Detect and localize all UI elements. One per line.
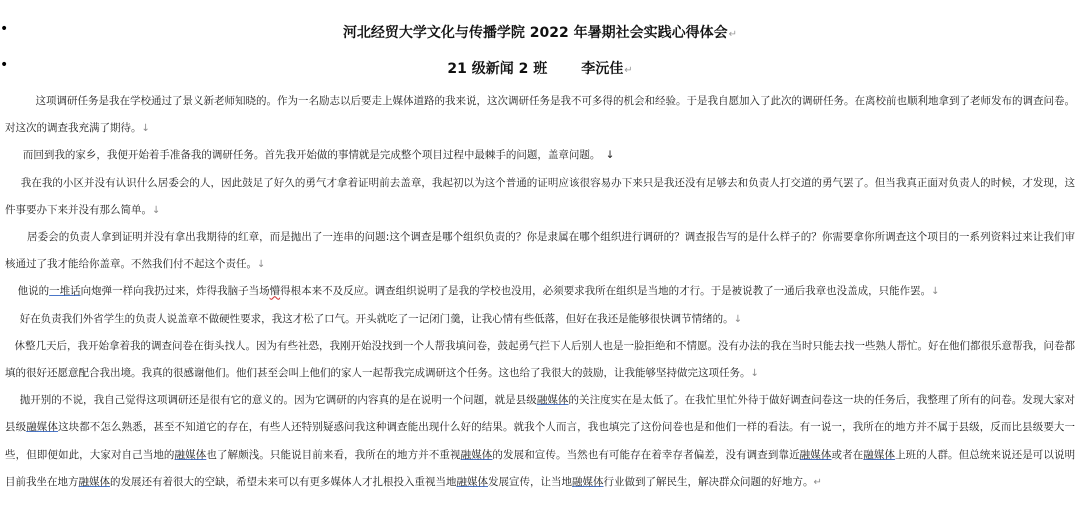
return-mark: ↵ bbox=[624, 65, 633, 76]
paragraph-text: 这块都不怎么熟悉，甚至不知道它的存在，有些人还特别疑惑问我这种调查能出现什么好的结果。就我个人而言，我也填完了这份问卷也是和他们一样的看法。有一说一，我所在的地方并不属于县级，反而比县级要大一些，但即便如此，大家对自己当地的 bbox=[5, 421, 1076, 461]
paragraph-text: 行业做到了解民生，解决群众问题的好地方。 bbox=[603, 475, 814, 488]
paragraph-text: 也了解颇浅。只能说目前来看，我所在的地方并不重视 bbox=[206, 448, 461, 461]
body-paragraph bbox=[5, 224, 1075, 278]
body-paragraph bbox=[5, 142, 1075, 169]
body-paragraph bbox=[5, 278, 1075, 305]
paragraph-text: 发展宣传，让当地 bbox=[488, 475, 572, 488]
document-title bbox=[0, 22, 1080, 42]
paragraph-text: 抛开别的不说，我自己觉得这项调研还是很有它的意义的。因为它调研的内容真的是在说明一个问题，就是县级 bbox=[19, 394, 537, 407]
document-body bbox=[5, 88, 1075, 496]
spellcheck-underlined-term: 一堆话 bbox=[49, 285, 81, 298]
paragraph-mark: ↓ bbox=[141, 123, 150, 135]
spellcheck-underlined-term: 融媒体 bbox=[572, 475, 604, 488]
body-paragraph bbox=[5, 333, 1075, 387]
paragraph-text: 这项调研任务是我在学校通过了景义新老师知晓的。作为一名励志以后要走上媒体道路的我来说，这次调研任务是我不可多得的机会和经验。于是我自愿加入了此次的调研任务。在离校前也顺利地拿到了老师发布的调查问卷。对这次的调查我充满了期待。 bbox=[5, 95, 1075, 135]
spellcheck-underlined-term: 融媒体 bbox=[78, 475, 110, 488]
paragraph-text: 向炮弹一样向我扔过来，炸得我脑子当场 bbox=[80, 285, 270, 298]
paragraph-mark-bullet: • bbox=[0, 21, 9, 37]
paragraph-mark: ↓ bbox=[733, 313, 743, 325]
paragraph-text: 的关注度实在是太低了。在我忙里忙外待于做好调查问卷这一块的任务后，我整理了所有的问卷。发现大家对县级 bbox=[5, 394, 1076, 434]
spellcheck-underlined-term: 融媒体 bbox=[460, 448, 493, 461]
paragraph-mark: ↓ bbox=[152, 204, 161, 216]
paragraph-text: 休整几天后，我开始拿着我的调查问卷在街头找人。因为有些社恐，我刚开始没找到一个人帮我填问卷，鼓起勇气拦下人后别人也是一脸拒绝和不情愿。没有办法的我在当时只能去找一些熟人帮忙。好在他们都很乐意帮我，问卷都填的很好还愿意配合我出境。我真的很感谢他们。他们甚至会叫上他们的家人一起帮我完成调研这个任务。这也给了我很大的鼓励，让我能够坚持做完这项任务。 bbox=[5, 339, 1075, 380]
body-paragraph bbox=[5, 387, 1075, 496]
paragraph-mark: ↓ bbox=[750, 368, 759, 380]
class-name: 21 级新闻 2 班 bbox=[447, 61, 548, 77]
paragraph-text: 好在负责我们外省学生的负责人说盖章不做硬性要求，我这才松了口气。开头就吃了一记闭门羹，让我心情有些低落，但好在我还是能够很快调节情绪的。 bbox=[19, 312, 734, 325]
spellcheck-underlined-term: 融媒体 bbox=[456, 475, 488, 488]
spellcheck-underlined-term: 融媒体 bbox=[799, 448, 832, 461]
author-name: 李沅佳 bbox=[581, 61, 624, 77]
paragraph-mark: ↵ bbox=[813, 476, 822, 488]
paragraph-text: 得根本来不及反应。调查组织说明了是我的学校也没用，必须要求我所在组织是当地的才行。于是被说教了一通后我章也没盖成，只能作罢。 bbox=[280, 285, 932, 298]
spellcheck-underlined-term: 融媒体 bbox=[174, 448, 207, 461]
paragraph-text: 他说的 bbox=[17, 285, 50, 298]
return-mark: ↵ bbox=[728, 29, 738, 40]
spellcheck-underlined-term: 融媒体 bbox=[26, 421, 58, 434]
body-paragraph bbox=[5, 88, 1075, 142]
paragraph-text: 我在我的小区并没有认识什么居委会的人，因此鼓足了好久的勇气才拿着证明前去盖章，我起初以为这个普通的证明应该很容易办下来只是我还没有足够去和负责人打交道的勇气罢了。但当我真正面对负责人的时候，才发现，这件事要办下来并没有那么简单。 bbox=[5, 176, 1075, 216]
paragraph-mark: ↓ bbox=[931, 286, 940, 298]
body-paragraph bbox=[5, 170, 1075, 224]
paragraph-text: 居委会的负责人拿到证明并没有拿出我期待的红章，而是抛出了一连串的问题:这个调查是哪个组织负责的？你是隶属在哪个组织进行调研的？调查报告写的是什么样子的？你需要拿你所调查这个项目的一系列资料过来让我们审核通过了我才能给你盖章。不然我们付不起这个责任。 bbox=[5, 231, 1075, 271]
paragraph-text: 或者在 bbox=[831, 448, 864, 461]
paragraph-text: 上班的人群。但总统来说还是可以说明目前我坐在地方 bbox=[5, 448, 1076, 488]
paragraph-text: 的发展和宣传。当然也有可能存在着幸存者偏差，没有调查到靠近 bbox=[492, 448, 800, 461]
paragraph-text: 而回到我的家乡，我便开始着手准备我的调研任务。首先我开始做的事情就是完成整个项目过程中最棘手的问题，盖章问题。 ↓ bbox=[22, 149, 615, 162]
document-title-text: 河北经贸大学文化与传播学院 2022 年暑期社会实践心得体会 bbox=[342, 25, 728, 41]
spellcheck-underlined-term: 融媒体 bbox=[863, 448, 896, 461]
author-line bbox=[0, 58, 1080, 78]
spellcheck-error-term: 懵 bbox=[269, 285, 281, 298]
paragraph-mark-bullet: • bbox=[0, 57, 9, 73]
paragraph-mark: ↓ bbox=[257, 259, 266, 271]
spellcheck-underlined-term: 融媒体 bbox=[536, 394, 569, 407]
body-paragraph bbox=[5, 306, 1075, 333]
paragraph-text: 的发展还有着很大的空缺，希望未来可以有更多媒体人才扎根投入重视当地 bbox=[110, 475, 457, 488]
